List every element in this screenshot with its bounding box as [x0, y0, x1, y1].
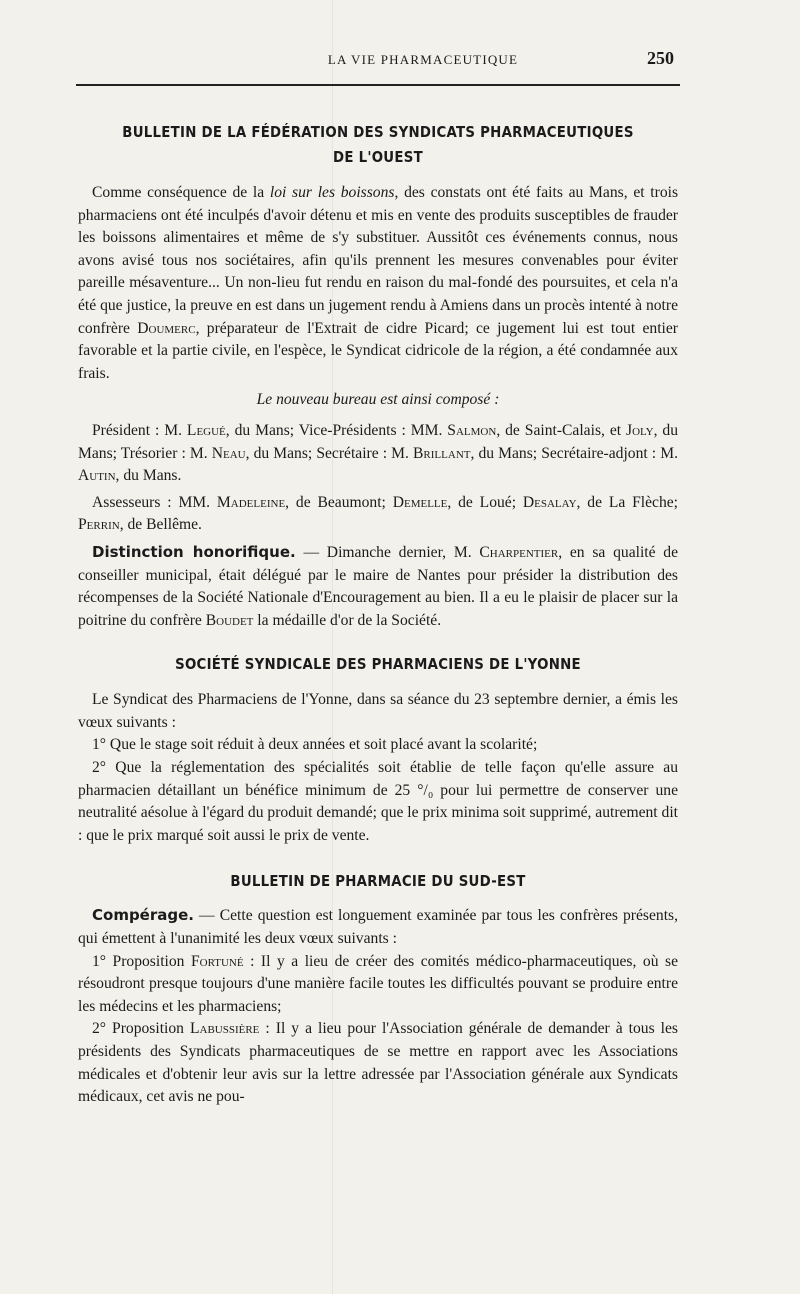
- text-run: : Il y a lieu de créer des comités médico-pharmaceutiques, où se résoudront presque toujours d'une manière facile toutes les difficultés pouvant se produire entre les médecins et les pharmaciens;: [78, 952, 678, 1015]
- text-run: — Dimanche dernier, M.: [295, 543, 480, 561]
- person-name: Charpentier: [479, 543, 559, 561]
- person-name: Madeleine: [216, 493, 286, 511]
- section-heading-federation-ouest: [120, 120, 636, 170]
- text-run: , du Mans; Trésorier : M.: [78, 421, 679, 462]
- paragraph-comperage: [78, 904, 678, 950]
- paragraph-bureau-members: [78, 420, 678, 488]
- text-run: , de Beaumont;: [285, 493, 393, 511]
- text-run: Comme conséquence de la: [92, 184, 270, 201]
- text-run: , du Mans.: [115, 467, 182, 485]
- text-run: , de Loué;: [447, 493, 523, 511]
- person-name: Fortuné: [190, 952, 244, 970]
- text-run: , en sa qualité de conseiller municipal, était délégué par le maire de Nantes pour présider la distribution des récompenses de la Société Nationale d'Encouragement au bien. Il a eu le plaisir de placer sur la poitrine du confrère: [78, 543, 679, 629]
- text-run: — Cette question est longuement examinée par tous les confrères présents, qui émettent à l'unanimité les deux vœux suivants :: [78, 907, 678, 948]
- paragraph-proposition-labussiere: [78, 1018, 678, 1108]
- paragraph-yonne-intro: Le Syndicat des Pharmaciens de l'Yonne, dans sa séance du 23 septembre dernier, a émis les vœux suivants :: [78, 691, 678, 731]
- text-run: la médaille d'or de la Société.: [253, 611, 442, 629]
- person-name: Salmon: [447, 421, 497, 439]
- heading-line-2: DE L'OUEST: [333, 148, 423, 166]
- person-name: Legué: [186, 421, 226, 439]
- paragraph-distinction: [78, 541, 678, 632]
- header-rule: [76, 84, 680, 86]
- page-number: 250: [647, 48, 674, 68]
- text-run: , de La Flèche;: [576, 493, 679, 511]
- section-heading-yonne: SOCIÉTÉ SYNDICALE DES PHARMACIENS DE L'YONNE: [175, 655, 581, 674]
- paragraph-loi-boissons: [78, 182, 678, 385]
- person-name: Boudet: [205, 611, 254, 629]
- heading-line-1: BULLETIN DE LA FÉDÉRATION DES SYNDICATS PHARMACEUTIQUES: [122, 123, 634, 141]
- text-run: , de Bellême.: [119, 516, 202, 534]
- article-body: [78, 120, 678, 1109]
- text-run: 2° Proposition: [92, 1020, 190, 1038]
- paragraph-voeu-1: 1° Que le stage soit réduit à deux années et soit placé avant la scolarité;: [92, 736, 538, 754]
- section-heading-sud-est: BULLETIN DE PHARMACIE DU SUD-EST: [230, 872, 526, 891]
- text-run: Président : M.: [92, 421, 187, 439]
- person-name: Desalay: [522, 493, 577, 511]
- paragraph-proposition-fortune: [78, 951, 678, 1019]
- text-run: 1° Proposition: [92, 952, 191, 970]
- person-name: Doumerc: [137, 319, 196, 337]
- text-run: , du Mans; Vice-Présidents : MM.: [225, 421, 448, 439]
- person-name: Brillant: [413, 444, 471, 462]
- text-run: , du Mans; Secrétaire-adjont : M.: [470, 444, 678, 462]
- person-name: Joly: [626, 421, 654, 439]
- run-in-heading: Compérage.: [92, 906, 194, 925]
- text-run: , des constats ont été faits au Mans, et trois pharmaciens ont été inculpés d'avoir détenu et mis en vente des produits susceptibles de frauder les boissons alimentaires et même de s'y substituer. Aussitôt ces événements connus, nous avons avisé tous nos sociétaires, afin qu'ils prennent les mesures convenables pour éviter pareille mésaventure... Un non-lieu fut rendu en raison du mal-fondé des poursuites, et cela n'a été que justice, la preuve en est dans un jugement rendu à Amiens dans un procès intenté à notre confrère: [78, 184, 679, 337]
- text-run: , du Mans; Secrétaire : M.: [245, 444, 414, 462]
- text-run: , préparateur de l'Extrait de cidre Picard; ce jugement lui est tout entier favorable et la partie civile, en l'espèce, le Syndicat cidricole de la région, a été condamnée aux frais.: [78, 319, 678, 382]
- text-run: , de Saint-Calais, et: [496, 421, 627, 439]
- person-name: Perrin: [78, 516, 120, 534]
- person-name: Demelle: [392, 493, 448, 511]
- person-name: Labussière: [189, 1020, 260, 1038]
- paragraph-voeu-2: 2° Que la réglementation des spécialités soit établie de telle façon qu'elle assure au pharmacien détaillant un bénéfice minimum de 25 °/₀ pour lui permettre de conserver une neutralité aésolue à l'égard du produit demandé; que le prix minima soit supprimé, autrement dit : que le prix marqué soit aussi le prix de vente.: [78, 759, 678, 844]
- paragraph-assesseurs: [78, 492, 678, 537]
- run-in-heading: Distinction honorifique.: [92, 542, 296, 561]
- text-run: : Il y a lieu pour l'Association générale de demander à tous les présidents des Syndicats pharmaceutiques de se mettre en rapport avec les Associations médicales et d'obtenir leur avis sur la lettre adressée par l'Association générale aux Syndicats médicaux, cet avis ne pou-: [78, 1020, 679, 1106]
- running-head: [78, 48, 678, 72]
- text-run: Assesseurs : MM.: [92, 493, 217, 511]
- running-head-title: LA VIE PHARMACEUTIQUE: [327, 52, 519, 67]
- person-name: Neau: [211, 444, 246, 462]
- bureau-intro: Le nouveau bureau est ainsi composé :: [256, 391, 500, 409]
- italic-law-title: loi sur les boissons: [269, 184, 395, 201]
- person-name: Autin: [78, 467, 116, 485]
